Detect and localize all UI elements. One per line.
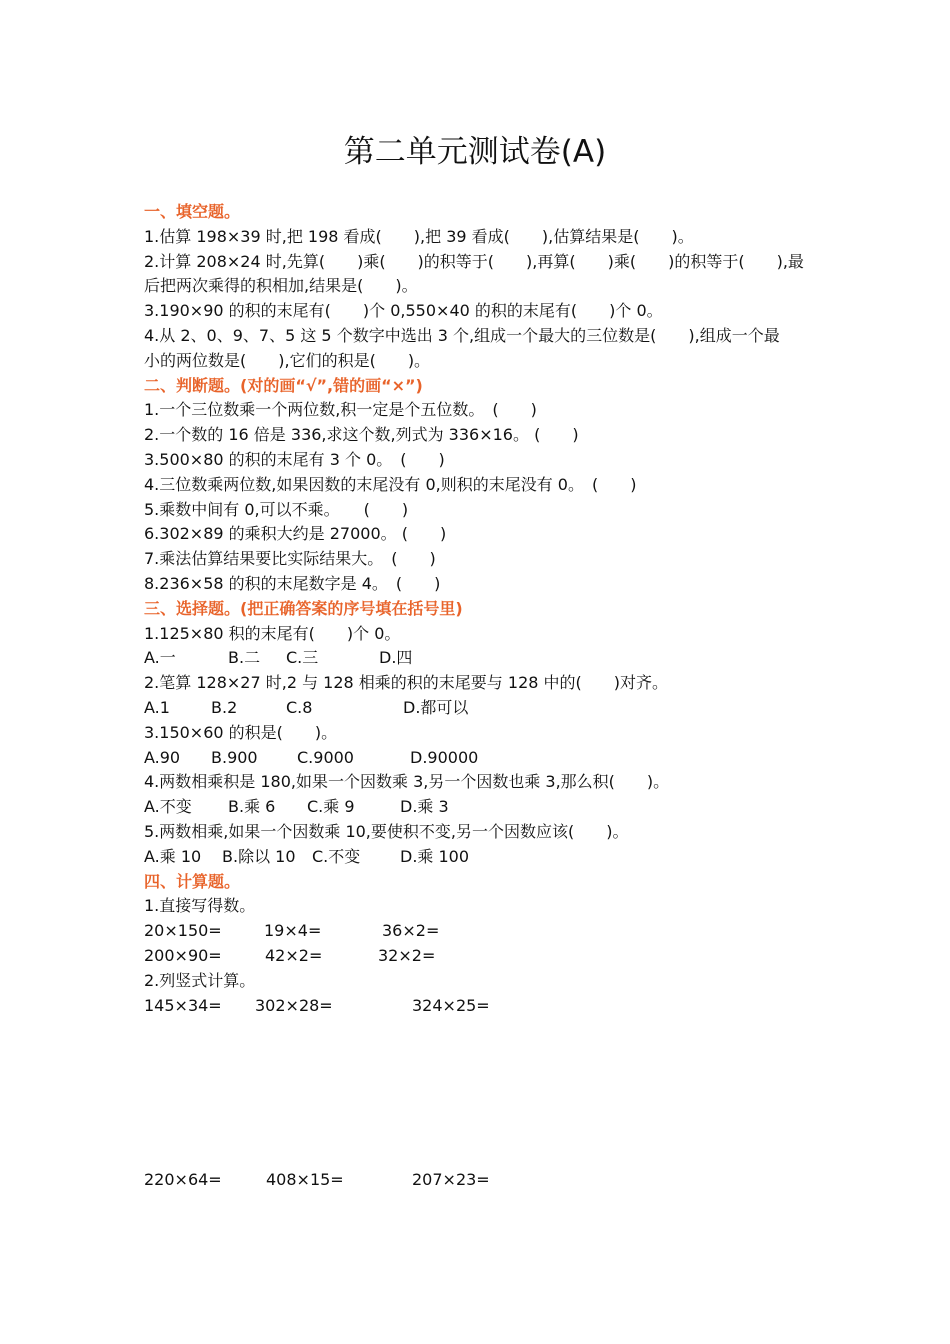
judgment-item: 7.乘法估算结果要比实际结果大。 ( ) bbox=[144, 549, 436, 569]
page-title: 第二单元测试卷(A) bbox=[343, 134, 607, 170]
calc-item: 220×64= bbox=[144, 1170, 222, 1190]
option: A.乘 10 bbox=[144, 846, 202, 866]
options-row bbox=[144, 696, 824, 721]
sub-question: 2.列竖式计算。 bbox=[144, 970, 256, 990]
option: B.900 bbox=[211, 747, 258, 767]
worksheet-content bbox=[144, 200, 824, 1193]
calc-item: 408×15= bbox=[266, 1170, 344, 1190]
question-text: 小的两位数是( ),它们的积是( )。 bbox=[144, 350, 431, 370]
question-text: 3.150×60 的积是( )。 bbox=[144, 722, 338, 742]
option: C.8 bbox=[286, 697, 313, 717]
calc-row bbox=[144, 1168, 824, 1193]
calc-item: 19×4= bbox=[264, 921, 322, 941]
question-text: 4.从 2、0、9、7、5 这 5 个数字中选出 3 个,组成一个最大的三位数是( ),组成一个最 bbox=[144, 325, 780, 345]
calc-item: 207×23= bbox=[412, 1170, 490, 1190]
calc-row bbox=[144, 944, 824, 969]
option: D.90000 bbox=[410, 747, 479, 767]
section-heading-calculation: 四、计算题。 bbox=[144, 871, 241, 891]
question-text: 1.估算 198×39 时,把 198 看成( ),把 39 看成( ),估算结果是( )。 bbox=[144, 226, 694, 246]
calc-item: 302×28= bbox=[255, 995, 333, 1015]
calc-item: 20×150= bbox=[144, 921, 222, 941]
judgment-item: 6.302×89 的乘积大约是 27000。 ( ) bbox=[144, 524, 447, 544]
section-heading-multiple-choice: 三、选择题。(把正确答案的序号填在括号里) bbox=[144, 598, 463, 618]
section-heading-fill-blank: 一、填空题。 bbox=[144, 202, 241, 221]
calc-item: 36×2= bbox=[382, 921, 440, 941]
option: B.除以 10 bbox=[222, 846, 296, 866]
question-text: 2.笔算 128×27 时,2 与 128 相乘的积的末尾要与 128 中的( )对齐。 bbox=[144, 673, 669, 693]
question-text: 3.190×90 的积的末尾有( )个 0,550×40 的积的末尾有( )个 0。 bbox=[144, 301, 663, 321]
option: D.四 bbox=[379, 648, 413, 668]
judgment-item: 2.一个数的 16 倍是 336,求这个数,列式为 336×16。 ( ) bbox=[144, 425, 579, 445]
question-text: 后把两次乘得的积相加,结果是( )。 bbox=[144, 276, 418, 296]
judgment-item: 3.500×80 的积的末尾有 3 个 0。 ( ) bbox=[144, 449, 445, 469]
option: D.乘 3 bbox=[400, 797, 449, 817]
calc-row bbox=[144, 919, 824, 944]
option: B.乘 6 bbox=[228, 797, 276, 817]
calc-row bbox=[144, 994, 824, 1019]
question-text: 5.两数相乘,如果一个因数乘 10,要使积不变,另一个因数应该( )。 bbox=[144, 821, 629, 841]
option: C.三 bbox=[286, 648, 319, 668]
option: D.都可以 bbox=[403, 697, 469, 717]
option: A.90 bbox=[144, 747, 181, 767]
calc-item: 200×90= bbox=[144, 945, 222, 965]
section-heading-true-false: 二、判断题。(对的画“√”,错的画“×”) bbox=[144, 375, 423, 395]
calc-item: 32×2= bbox=[378, 945, 436, 965]
judgment-item: 1.一个三位数乘一个两位数,积一定是个五位数。 ( ) bbox=[144, 400, 537, 420]
option: A.不变 bbox=[144, 797, 192, 817]
sub-question: 1.直接写得数。 bbox=[144, 896, 256, 916]
judgment-item: 8.236×58 的积的末尾数字是 4。 ( ) bbox=[144, 573, 441, 593]
question-text: 1.125×80 积的末尾有( )个 0。 bbox=[144, 623, 401, 643]
question-text: 2.计算 208×24 时,先算( )乘( )的积等于( ),再算( )乘( )的积等于( ),最 bbox=[144, 251, 804, 271]
option: C.不变 bbox=[312, 846, 361, 866]
calc-item: 324×25= bbox=[412, 995, 490, 1015]
question-text: 4.两数相乘积是 180,如果一个因数乘 3,另一个因数也乘 3,那么积( )。 bbox=[144, 772, 670, 792]
judgment-item: 5.乘数中间有 0,可以不乘。 ( ) bbox=[144, 499, 409, 519]
option: A.一 bbox=[144, 648, 176, 668]
options-row bbox=[144, 646, 824, 671]
option: A.1 bbox=[144, 697, 170, 717]
option: B.二 bbox=[228, 648, 261, 668]
judgment-item: 4.三位数乘两位数,如果因数的末尾没有 0,则积的末尾没有 0。 ( ) bbox=[144, 474, 637, 494]
options-row bbox=[144, 845, 824, 870]
options-row bbox=[144, 795, 824, 820]
calc-item: 42×2= bbox=[265, 945, 323, 965]
calc-item: 145×34= bbox=[144, 995, 222, 1015]
work-space bbox=[144, 1018, 824, 1168]
option: B.2 bbox=[211, 697, 238, 717]
option: C.乘 9 bbox=[307, 797, 355, 817]
option: C.9000 bbox=[297, 747, 354, 767]
option: D.乘 100 bbox=[400, 846, 470, 866]
options-row bbox=[144, 746, 824, 771]
